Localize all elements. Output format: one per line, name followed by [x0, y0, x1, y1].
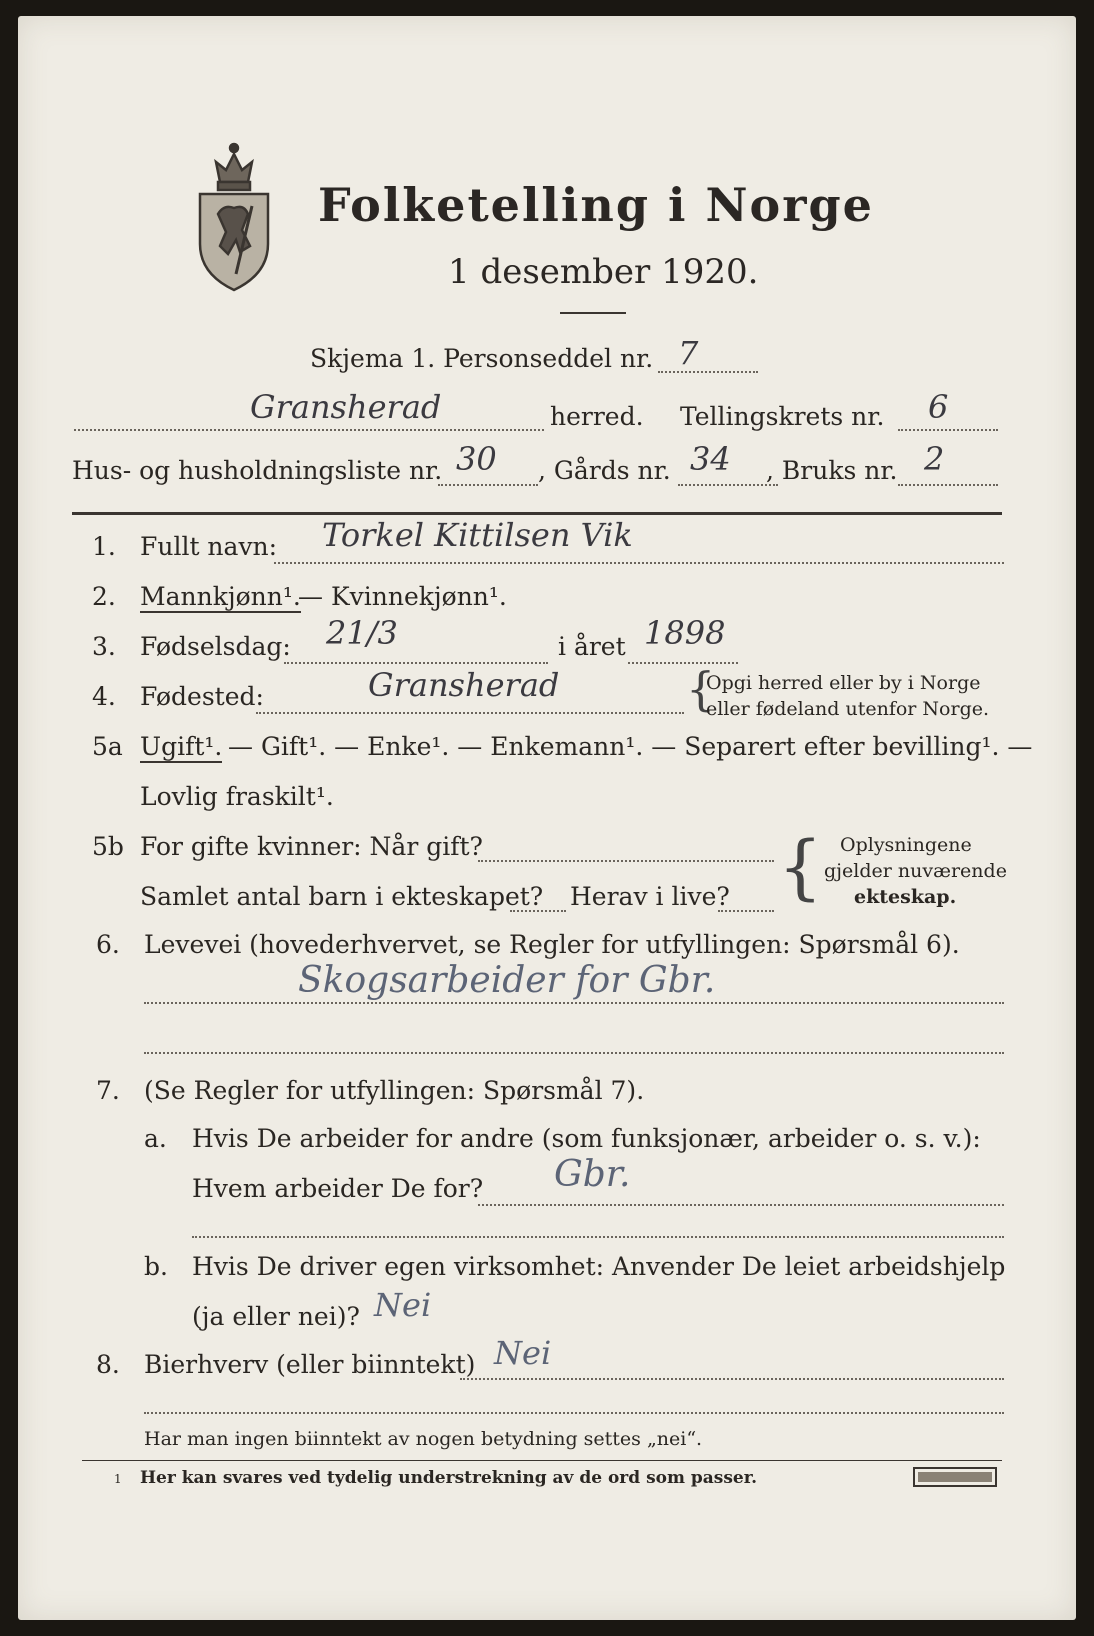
census-form-page: [18, 16, 1076, 1620]
q6-dots-line2: [144, 1052, 1004, 1054]
q2-options: — Kvinnekjønn¹.: [298, 582, 507, 611]
q6-label: Levevei (hovederhvervet, se Regler for utfyllingen: Spørsmål 6).: [144, 930, 960, 959]
q7a-label-line2: Hvem arbeider De for?: [192, 1174, 484, 1203]
q7a-dots: [478, 1204, 1004, 1206]
footnote-mark: 1: [114, 1472, 122, 1486]
q8-dots: [460, 1378, 1004, 1380]
q3-year-value: 1898: [644, 614, 726, 652]
q5b-note-line2: gjelder nuværende: [824, 860, 1007, 882]
q8-dots-line2: [144, 1412, 1004, 1414]
tellingskrets-dots: [898, 429, 998, 431]
q3-day-value: 21/3: [326, 614, 398, 652]
bruks-label: , Bruks nr.: [766, 456, 898, 485]
q4-note-line2: eller fødeland utenfor Norge.: [706, 698, 990, 720]
q8-value: Nei: [494, 1334, 552, 1372]
q4-dots: [256, 712, 684, 714]
q3-year-dots: [628, 662, 738, 664]
norwegian-coat-of-arms-icon: [190, 134, 278, 294]
q5b-note-line1: Oplysningene: [840, 834, 972, 856]
q4-value: Gransherad: [368, 666, 560, 704]
tellingskrets-label: Tellingskrets nr.: [680, 402, 885, 431]
q1-dots: [274, 562, 1004, 564]
q5b-children-dots: [510, 910, 566, 912]
bruks-dots: [898, 484, 998, 486]
q2-male-underlined: Mannkjønn¹.: [140, 582, 301, 611]
q4-note-line1: Opgi herred eller by i Norge: [706, 672, 981, 694]
q6-dots-line1: [144, 1002, 1004, 1004]
q7b-label-line2: (ja eller nei)?: [192, 1302, 360, 1331]
schema-label: Skjema 1. Personseddel nr.: [310, 344, 654, 373]
q5b-brace: {: [778, 826, 823, 908]
q7a-label: Hvis De arbeider for andre (som funksjonær, arbeider o. s. v.):: [192, 1124, 981, 1153]
footer-note: Har man ingen biinntekt av nogen betydning settes „nei“.: [144, 1428, 703, 1450]
q2-number: 2.: [92, 582, 116, 611]
herred-dots: [74, 429, 544, 431]
q3-number: 3.: [92, 632, 116, 661]
q3-year-label: i året: [558, 632, 626, 661]
q7a-value: Gbr.: [554, 1154, 631, 1195]
footnote-text: Her kan svares ved tydelig understrekning av de ord som passer.: [140, 1468, 758, 1488]
hus-label: Hus- og husholdningsliste nr.: [72, 456, 443, 485]
gards-value: 34: [690, 440, 731, 478]
q5b-married-label: For gifte kvinner: Når gift?: [140, 832, 483, 861]
q7b-value: Nei: [374, 1286, 432, 1324]
herred-label: herred.: [550, 402, 644, 431]
q6-value: Skogsarbeider for Gbr.: [298, 960, 716, 1001]
q3-label: Fødselsdag:: [140, 632, 291, 661]
personseddel-value: 7: [678, 334, 699, 372]
footer-rule: [82, 1460, 1002, 1461]
hus-dots: [438, 484, 538, 486]
printer-stamp-icon: [912, 1464, 998, 1490]
q5b-children-label: Samlet antal barn i ekteskapet?: [140, 882, 544, 911]
hus-value: 30: [456, 440, 497, 478]
q7b-letter: b.: [144, 1252, 168, 1281]
q4-label: Fødested:: [140, 682, 264, 711]
q5a-number: 5a: [92, 732, 123, 761]
q8-number: 8.: [96, 1350, 120, 1379]
title-divider: [560, 312, 626, 314]
census-date: 1 desember 1920.: [448, 252, 759, 292]
q5b-alive-dots: [718, 910, 774, 912]
q1-number: 1.: [92, 532, 116, 561]
q4-number: 4.: [92, 682, 116, 711]
q7-number: 7.: [96, 1076, 120, 1105]
q5a-options-line2: Lovlig fraskilt¹.: [140, 782, 334, 811]
q1-value: Torkel Kittilsen Vik: [322, 516, 633, 554]
q7a-letter: a.: [144, 1124, 167, 1153]
tellingskrets-value: 6: [928, 388, 949, 426]
bruks-value: 2: [924, 440, 945, 478]
q5a-options: — Gift¹. — Enke¹. — Enkemann¹. — Separert efter bevilling¹. —: [228, 732, 1033, 761]
q7a-dots-line2: [192, 1236, 1004, 1238]
q6-number: 6.: [96, 930, 120, 959]
q5a-ugift-underlined: Ugift¹.: [140, 732, 223, 761]
q3-day-dots: [284, 662, 548, 664]
q8-label: Bierhverv (eller biinntekt): [144, 1350, 476, 1379]
q7-label: (Se Regler for utfyllingen: Spørsmål 7).: [144, 1076, 645, 1105]
gards-dots: [678, 484, 778, 486]
q5b-married-dots: [478, 860, 774, 862]
personseddel-dots: [658, 371, 758, 373]
form-title: Folketelling i Norge: [318, 178, 874, 232]
q5b-number: 5b: [92, 832, 124, 861]
q5b-alive-label: Herav i live?: [570, 882, 730, 911]
herred-value: Gransherad: [250, 388, 442, 426]
gards-label: , Gårds nr.: [538, 456, 671, 485]
header-rule: [72, 512, 1002, 515]
q1-label: Fullt navn:: [140, 532, 278, 561]
q5b-note-line3: ekteskap.: [854, 886, 957, 908]
q4-brace: {: [686, 662, 716, 716]
q7b-label: Hvis De driver egen virksomhet: Anvender De leiet arbeidshjelp: [192, 1252, 1006, 1281]
